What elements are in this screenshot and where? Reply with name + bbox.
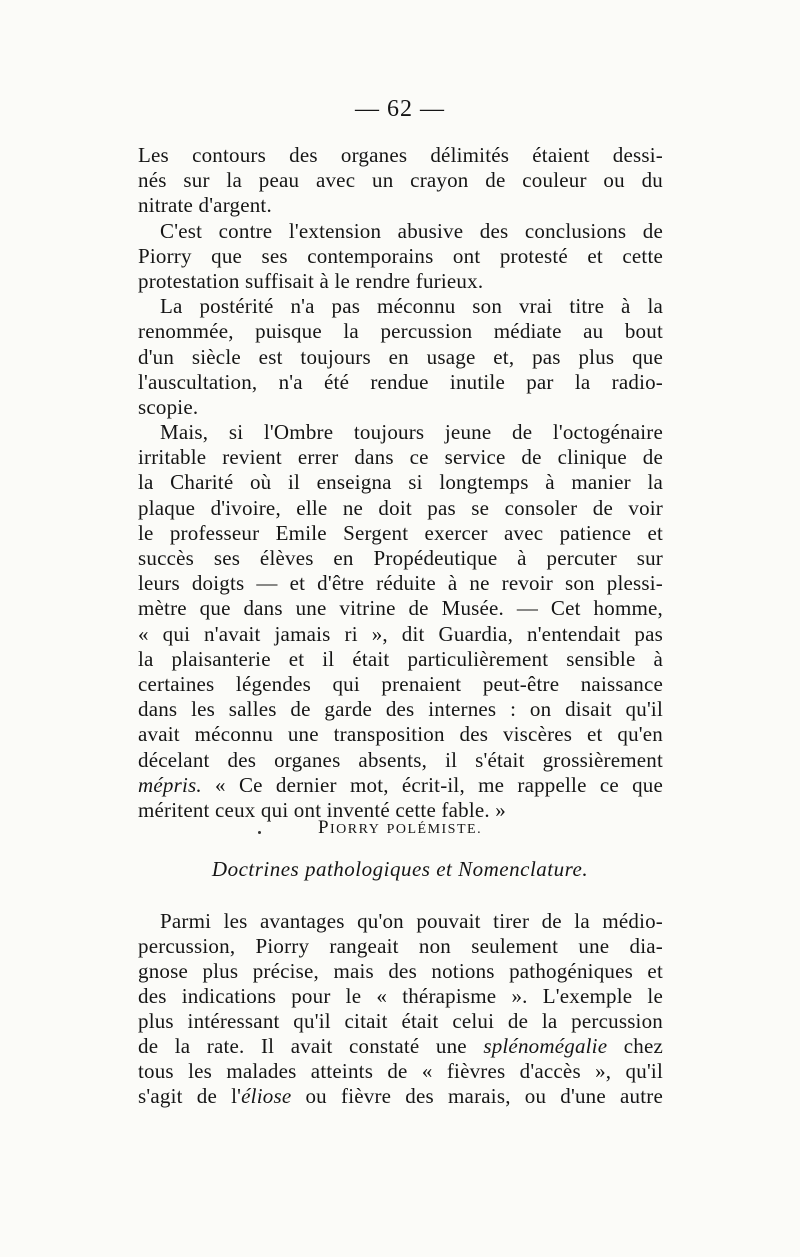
text-line: « qui n'avait jamais ri », dit Guardia, n'entendait pas xyxy=(138,621,663,646)
section-paragraph xyxy=(138,909,663,1109)
text-line xyxy=(138,1034,663,1059)
section-heading-initial: P xyxy=(317,817,331,838)
text-line: le professeur Emile Sergent exercer avec patience et xyxy=(138,520,663,545)
text-line xyxy=(138,1084,663,1109)
text-line: Parmi les avantages qu'on pouvait tirer de la médio- xyxy=(160,909,663,933)
page-number: — 62 — xyxy=(355,96,445,122)
text-span: ou fièvre des marais, ou d'une autre xyxy=(291,1084,664,1108)
text-line: des indications pour le « thérapisme ». L'exemple le xyxy=(138,984,663,1008)
text-line: plaque d'ivoire, elle ne doit pas se consoler de voir xyxy=(138,495,663,520)
text-line: la Charité où il enseigna si longtemps à manier la xyxy=(138,470,663,495)
text-line: scopie. xyxy=(138,394,199,419)
section-heading-rest-1: IORRY xyxy=(330,822,381,837)
italic-term: mépris. xyxy=(138,772,202,797)
text-line: d'un siècle est toujours en usage et, pas plus que xyxy=(138,344,663,369)
text-line: Mais, si l'Ombre toujours jeune de l'octogénaire xyxy=(160,420,663,445)
text-line: leurs doigts — et d'être réduite à ne revoir son plessi- xyxy=(138,571,663,596)
text-line: dans les salles de garde des internes : on disait qu'il xyxy=(138,697,663,722)
text-line: l'auscultation, n'a été rendue inutile par la radio- xyxy=(138,369,663,394)
text-span: s'agit de l' xyxy=(138,1084,242,1108)
text-line: Piorry que ses contemporains ont protesté et cette xyxy=(138,243,663,268)
text-line: irritable revient errer dans ce service de clinique de xyxy=(138,445,663,470)
text-line: méritent ceux qui ont inventé cette fable. » xyxy=(138,797,506,822)
section-subheading: Doctrines pathologiques et Nomenclature. xyxy=(211,857,589,881)
text-line: gnose plus précise, mais des notions pathogéniques et xyxy=(138,959,663,983)
text-span: chez xyxy=(607,1034,663,1058)
text-line: décelant des organes absents, il s'était grossièrement xyxy=(138,747,663,772)
text-line: renommée, puisque la percussion médiate au bout xyxy=(138,319,663,344)
section-heading xyxy=(0,817,800,839)
text-span: « Ce dernier mot, écrit-il, me rappelle ce que xyxy=(201,772,663,797)
text-line: plus intéressant qu'il citait était celui de la percussion xyxy=(138,1009,663,1033)
text-line xyxy=(138,773,663,798)
text-line: certaines légendes qui prenaient peut-être naissance xyxy=(138,671,663,696)
text-line: La postérité n'a pas méconnu son vrai titre à la xyxy=(160,294,663,319)
text-line: protestation suffisait à le rendre furieux. xyxy=(138,268,484,293)
italic-term: éliose xyxy=(241,1084,292,1108)
text-line: nitrate d'argent. xyxy=(138,193,272,218)
text-line: succès ses élèves en Propédeutique à percuter sur xyxy=(138,546,663,570)
text-line: avait méconnu une transposition des viscères et qu'en xyxy=(138,722,663,747)
text-line: la plaisanterie et il était particulièrement sensible à xyxy=(138,646,663,671)
main-paragraphs xyxy=(138,143,663,823)
section-heading-rest-2: POLÉMISTE. xyxy=(386,822,483,837)
italic-term: splénomégalie xyxy=(483,1034,608,1058)
text-line: tous les malades atteints de « fièvres d'accès », qu'il xyxy=(138,1059,663,1083)
text-line: mètre que dans une vitrine de Musée. — Cet homme, xyxy=(138,596,663,621)
text-line: C'est contre l'extension abusive des conclusions de xyxy=(160,218,663,243)
text-line: nés sur la peau avec un crayon de couleur ou du xyxy=(138,168,663,193)
text-line: percussion, Piorry rangeait non seulement une dia- xyxy=(138,934,663,958)
text-span: de la rate. Il avait constaté une xyxy=(138,1034,484,1058)
text-line: Les contours des organes délimités étaient dessi- xyxy=(138,143,663,167)
